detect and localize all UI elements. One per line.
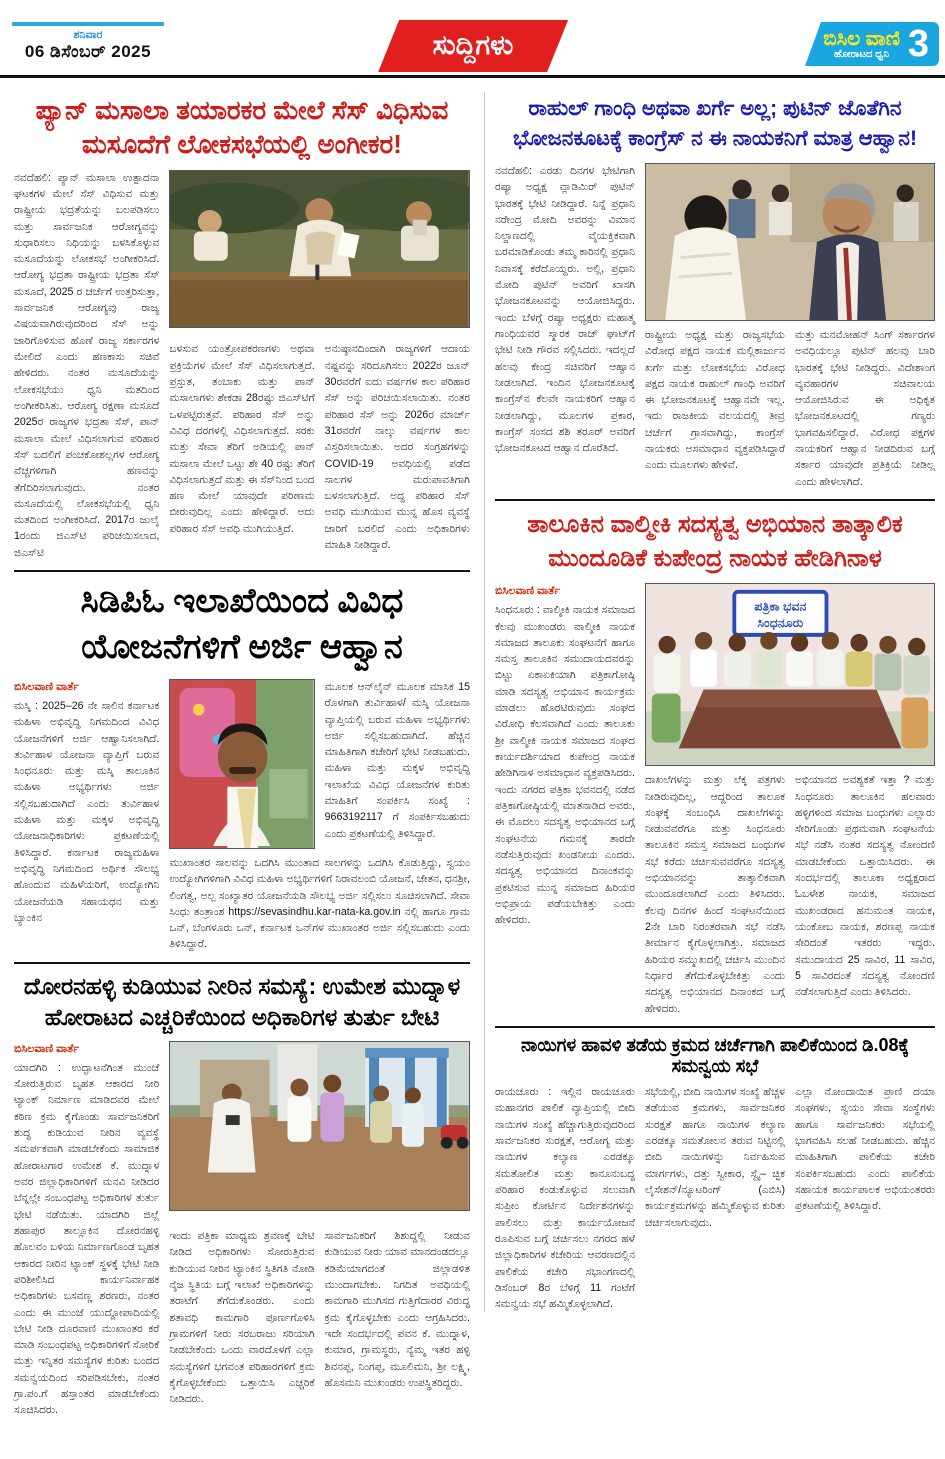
- parliament-session-photo: [169, 170, 470, 328]
- article-water: [14, 971, 470, 1419]
- article-water-col3: ಸಾರ್ವಜನಿಕರಿಗೆ ಶಿಶುದ್ದಲ್ಲಿ ನೀಡುವ ಕುಡಿಯುವ ನೀರು ಯಾವ ಮಾನದಂಡದಲ್ಲೂ ಕಡಿಮೆಯಾಗದಂತೆ ಜಿಲ್ಲಾಡಳಿತ ಮುಂದಾಗಬೇಕು. ನಿಗದಿತ ಅವಧಿಯಲ್ಲಿ ಕಾಮಗಾರಿ ಮುಗಿಸದ ಗುತ್ತಿಗೆದಾರರ ವಿರುದ್ಧ ಕ್ರಮ ಕೈಗೊಳ್ಳಬೇಕು ಎಂದು ಆಗ್ರಹಿಸಿದರು. ಇದೇ ಸಂದರ್ಭದಲ್ಲಿ ಪವನ ಕೆ. ಮುದ್ನಾಳ, ಕುಮಾರ, ಗ್ರಾಮಸ್ಥರು, ನ್ಯೆಮ್ಮ ಇತರ ಹಳ್ಳಿ ಶಿವನಪ್ಪ, ನಿಂಗಪ್ಪ, ಮೂಲಿಮನಿ, ಶ್ರೀ ಲಕ್ಷ್ಮಿ, ಹೊಸಮನಿ ಮುಖಂಡರು ಉಪಸ್ಥಿತರಿದ್ದರು.: [324, 1230, 470, 1389]
- article-water-col1: ಯಾದಗಿರಿ : ಉದ್ಘಾಟನೆಗಿಂತ ಮುಂಚೆ ಸೋರುತ್ತಿರುವ ಬೃಹತ ಆಕಾರದ ನೀರಿ ಟ್ಯಾಂಕ್ ನಿರ್ಮಾಣ ಮಾಡಿದವರ ಮೇಲೆ ಕಠಿಣ ಕ್ರಮ ಕೈಗೊಂಡು ಸಾರ್ವಜನಿಕರಿಗೆ ಶುದ್ಧ ಕುಡಿಯುವ ನೀರಿನ ವ್ಯವಸ್ಥೆ ಸಮರ್ಪಕವಾಗಿ ಮಾಡಬೇಕೆಂದು ಸಾಮಾಜಿಕ ಹೋರಾಟಗಾರ ಉಮೇಶ ಕೆ. ಮುದ್ನಾಳ ಅವರ ಜಿಲ್ಲಾಧಿಕಾರಿಗಳಿಗೆ ಮನವಿ ನೀಡಿದರ ಬೆನ್ನಲ್ಲೇ ಸಂಬಂಧಪಟ್ಟ ಅಧಿಕಾರಿಗಳ ತುರ್ತು ಭೇಟಿ ನಡೆಯಿತು. ಯಾದಗಿರಿ ಜಿಲ್ಲೆ ಶಹಾಪುರ ತಾಲ್ಲೂಕಿನ ದೋರನಹಳ್ಳಿ ಹೊಲವಂ ಬಳಿಯ ನಿರ್ಮಾಣಗೊಂಡ ಬೃಹತ ಆಕಾರದ ನೀರಿನ ಟ್ಯಾಂಕ್ ಸ್ಥಳಕ್ಕೆ ಭೇಟಿ ನೀಡಿ ಪರಿಶೀಲಿಸಿದ ಕಾರ್ಯನಿರ್ವಾಹಕ ಅಧಿಕಾರಿಗಳು ಬಸವಣ್ಣ ಶರಣರು, ನಂತರ ಎಂದು ಈ ಮುಂಜೆ ಯುದ್ದೋಪಾದಿಯಲ್ಲಿ ಬೇಟಿ ನೀಡಿ ದೂರವಾಣಿ ಮುಖಾಂತರ ಕರೆ ಮಾಡಿ ಸಂಬಂಧಪಟ್ಟ ಅಧಿಕಾರಿಗಳಿಗೆ ಸೋರಿಕೆ ಮತ್ತು ಇನ್ನಿತರ ಸಮಸ್ಯೆಗಳ ಕುರಿತು ಬಂದದ ಸಮನ್ವಯದಿಂದ ಸರಿಪಡಿಸಬೇಕು, ನಂತರ ಗ್ರಾ.ಪಂ.ಗೆ ಹಸ್ತಾಂತರ ಮಾಡಬೇಕೆಂದು ಸೂಚಿಸಿದರು.: [14, 1061, 160, 1417]
- article-dogs-headline: ನಾಯಿಗಳ ಹಾವಳಿ ತಡೆಯ ಕ್ರಮದ ಚರ್ಚೆಗಾಗಿ ಪಾಲಿಕೆಯಿಂದ ಡಿ.08ಕ್ಕೆ ಸಮನ್ವಯ ಸಭೆ: [520, 1034, 909, 1077]
- article-water-col2: ಇಂದು ಪತ್ರಿಕಾ ಮಾಧ್ಯಮ ಶ್ರವಣಕ್ಕೆ ಬೇಟಿ ನೀಡಿದ ಅಧಿಕಾರಿಗಳು ಸೋರುತ್ತಿರುವ ಕುಡಿಯುವ ನೀರಿನ ಟ್ಯಾಂಕಿನ ಸ್ಥಿತಿಗತಿ ನೋಡಿ ನೈಜ ಸ್ಥಿತಿಯ ಬಗ್ಗೆ ಇಲಾಖೆ ಅಧಿಕಾರಿಗಳನ್ನು ತರಾಟೆಗೆ ತೆಗೆದುಕೊಂಡರು. ಎಂದು ಶತಾವಧಿ ಕಾಮಗಾರಿ ಪೂರ್ಣಗೊಳಿಸಿ ಗ್ರಾಮಗಳಿಗೆ ನೀರು ಸರಬರಾಜು ಸರಿಯಾಗಿ ನೀಡಬೇಕೆಂದು ಒಂದು ವಾರದೊಳಗೆ ಎಲ್ಲಾ ಸಮಸ್ಯೆಗಳಿಗೆ ಭಗವಂತ ಪರಿಹಾರಗಳಿಗೆ ಕ್ರಮ ಕೈಗೊಳ್ಳಬೇಕೆಂದು ಒತ್ತಾಯಿಸಿ ಎಚ್ಚರಿಕೆ ನೀಡಿದರು.: [169, 1230, 315, 1406]
- article-water-dateline: ಬಿಸಿಲವಾಣಿ ವಾರ್ತೆ: [14, 1042, 80, 1055]
- left-column-stack: [14, 92, 470, 1419]
- congress-leaders-photo: [645, 163, 935, 321]
- article-valmiki-col1: ಸಿಂಧನೂರು : ವಾಲ್ಮೀಕಿ ನಾಯಕ ಸಮಾಜದ ಕೆಲವು ಮುಖಂಡರು ವಾಲ್ಮೀಕಿ ನಾಯಕ ಸಮಾಜದ ತಾಲೂಕು ಸಂಘಟನೆಗೆ ಹಾಗೂ ಸಮಸ್ತ ತಾಲೂಕಿನ ಸಮುದಾಯದವರನ್ನು ಬಿಟ್ಟು ಏಕಾಏಕಿಯಾಗಿ ಪತ್ರಿಕಾಗೋಷ್ಠಿ ಮಾಡಿ ಸದಸ್ಯತ್ವ ಅಭಿಯಾನ ಕಾರ್ಯಕ್ರಮ ಮಾಡಲು ಹೊರಟಿರುವುದು ಸಂಘದ ವಿರೋಧಿ ಕೆಲಸವಾಗಿದೆ ಎಂದು ತಾಲೂಕು ಶ್ರೀ ವಾಲ್ಮೀಕಿ ನಾಯಕ ಸಮಾಜದ ಸಂಘದ ಕಾರ್ಯದರ್ಶಿಯಾದ ಕುಪೇಂದ್ರ ನಾಯಕ ಹೇಡಿಗಿನಾಳ ಅಸಮಾಧಾನ ವ್ಯಕ್ತಪಡಿಸಿದರು. ಇಂದು ನಗರದ ಪತ್ರಿಕಾ ಭವನದಲ್ಲಿ ನಡೆದ ಪತ್ರಿಕಾಗೋಷ್ಠಿಯಲ್ಲಿ ಮಾತನಾಡಿದ ಅವರು, ಈ ಮೊದಲು ಸದಸ್ಯತ್ವ ಅಭಿಯಾನದ ಬಗ್ಗೆ ಸಂಘಟನೆಯ ಗಮನಕ್ಕೆ ತಾರದೇ ನಡೆಸುತ್ತಿರುವುದು ಖಂಡನೀಯ ಎಂದರು. ಸದಸ್ಯತ್ವ ಅಭಿಯಾನದ ದಿನಾಂಕವನ್ನು ಪ್ರಕಟಿಸುವ ಮುನ್ನ ಸಮಾಜದ ಹಿರಿಯರ ಅಭಿಪ್ರಾಯ ಪಡೆಯಬೇಕಿತ್ತು ಎಂದು ಹೇಳಿದರು.: [495, 604, 635, 927]
- article-valmiki-col2: ದಾಖಲೆಗಳನ್ನು ಮತ್ತು ಲೆಕ್ಕ ಪತ್ರಗಳು ನೀಡಿರುವುದಿಲ್ಲ, ಆದ್ದರಿಂದ ತಾಲೂಕ ಸಂಘಕ್ಕೆ ಸಂಬಂಧಿಸಿ ದಾಖಲೆಗಳನ್ನು ನೀಡುವವರೆಗೂ ಮತ್ತು ಸಿಂಧನೂರು ತಾಲೂಕಿನ ಸಮಸ್ತ ಸಮಾಜದ ಬಂಧುಗಳ ಸಭೆ ಕರೆದು ಚರ್ಚಿಸುವವರೆಗೂ ಸದಸ್ಯತ್ವ ಅಭಿಯಾನವನ್ನು ತಾತ್ಕಾಲಿಕವಾಗಿ ಮುಂದೂಡಲಾಗಿದೆ ಎಂದು ತಿಳಿಸಿದರು. ಕೆಲವು ದಿನಗಳ ಹಿಂದೆ ಸಂಘಟನೆಯಿಂದ 2ನೇ ಬಾರಿ ನಿರಂತರವಾಗಿ ಸಭೆ ನಡೆಸಿ ತೀರ್ಮಾನ ಕೈಗೊಳ್ಳಲಾಗಿತ್ತು. ಸಮಾಜದ ಹಿರಿಯರ ಸಮ್ಮುಖದಲ್ಲಿ ಚರ್ಚಿಸಿ ಮುಂದಿನ ನಿರ್ಧಾರ ತೆಗೆದುಕೊಳ್ಳಬೇಕಿತ್ತು ಎಂದು ಸದಸ್ಯತ್ವ ಅಭಿಯಾನದ ದಿನಾಂಕದ ಬಗ್ಗೆ ಹೇಳಿದರು.: [645, 774, 785, 1015]
- divider-right-1: [495, 499, 935, 501]
- press-bhavan-sign-line1: ಪತ್ರಿಕಾ ಭವನ: [754, 599, 807, 614]
- article-cdpo-col1: ಮಸ್ಕಿ : 2025–26 ನೇ ಸಾಲಿನ ಕರ್ನಾಟಕ ಮಹಿಳಾ ಅಭಿವೃದ್ಧಿ ನಿಗಮದಿಂದ ವಿವಿಧ ಯೋಜನೆಗಳಿಗೆ ಅರ್ಜಿ ಆಹ್ವಾನಿಸಲಾಗಿದೆ. ತುರ್ವಿಹಾಳ ಯೋಜನಾ ವ್ಯಾಪ್ತಿಗೆ ಬರುವ ಸಿಂಧನೂರು ಮತ್ತು ಮಸ್ಕಿ ತಾಲೂಕಿನ ಮಹಿಳಾ ಅಭ್ಯರ್ಥಿಗಳು ಅರ್ಜಿ ಸಲ್ಲಿಸಬಹುದಾಗಿದೆ ಎಂದು ತುರ್ವಿಹಾಳ ಮಹಿಳಾ ಮತ್ತು ಮಕ್ಕಳ ಅಭಿವೃದ್ಧಿ ಯೋಜನಾಧಿಕಾರಿಗಳು ಪ್ರಕಟಣೆಯಲ್ಲಿ ತಿಳಿಸಿದ್ದಾರೆ. ಕರ್ನಾಟಕ ರಾಜ್ಯಮಹಿಳಾ ಅಭಿವೃದ್ಧಿ ನಿಗಮದಿಂದ ಅರ್ಥಿಕ ಸೌಲಭ್ಯ ಹೊಂದುವ ಮಹಿಳೆಯರಿಗೆ, ಉದ್ಯೋಗಿನಿ ಯೋಜನೆಯಡಿ ಸಹಾಯಧನ ಮತ್ತು ಬ್ಯಾಂಕಿನ: [14, 699, 160, 924]
- page-number: 3: [907, 23, 929, 65]
- article-putin-col1: ನವದೆಹಲಿ: ಎರಡು ದಿನಗಳ ಭೇಟಿಗಾಗಿ ರಷ್ಯಾ ಅಧ್ಯಕ್ಷ ವ್ಲಾಡಿಮಿರ್ ಪುಟಿನ್ ಭಾರತಕ್ಕೆ ಭೇಟಿ ನೀಡಿದ್ದಾರೆ. ನಿನ್ನೆ ಪ್ರಧಾನಿ ನರೇಂದ್ರ ಮೋದಿ ಅವರನ್ನು ವಿಮಾನ ನಿಲ್ದಾಣದಲ್ಲಿ ವೈಯಕ್ತಿಕವಾಗಿ ಬರಮಾಡಿಕೊಂಡು ತಮ್ಮ ಕಾರಿನಲ್ಲಿ ಪ್ರಧಾನಿ ನಿವಾಸಕ್ಕೆ ಕರೆದೊಯ್ದರು. ಅಲ್ಲಿ, ಪ್ರಧಾನಿ ಮೋದಿ ಪುಟಿನ್ ಅವರಿಗೆ ಖಾಸಗಿ ಭೋಜನಕೂಟವನ್ನು ಆಯೋಜಿಸಿದ್ದರು. ಇಂದು ಬೆಳಗ್ಗೆ ರಷ್ಯಾ ಅಧ್ಯಕ್ಷರು ಮಹಾತ್ಮ ಗಾಂಧಿಯವರ ಸ್ಮಾರಕ ರಾಜ್ ಘಾಟ್‌ಗೆ ಭೇಟಿ ನೀಡಿ ಗೌರವ ಸಲ್ಲಿಸಿದರು. ಇದಲ್ಲದೆ ಹಲವು ಕೇಂದ್ರ ಸಚಿವರಿಗೆ ಆಹ್ವಾನ ನೀಡಲಾಗಿದೆ. ಇಂದಿನ ಭೋಜನಕೂಟಕ್ಕೆ ಕಾಂಗ್ರೆಸ್‌ನ ಕೆಲವೇ ನಾಯಕರಿಗೆ ಆಹ್ವಾನ ನೀಡಲಾಗಿದ್ದು, ಮೂಲಗಳ ಪ್ರಕಾರ, ಕಾಂಗ್ರೆಸ್ ಸಂಸದ ಶಶಿ ತರೂರ್ ಅವರಿಗೆ ಭೋಜನಕೂಟದ ಆಹ್ವಾನ ದೊರೆತಿದೆ.: [495, 164, 635, 455]
- article-pan-masala-col2: ಬಳಸುವ ಯಂತ್ರೋಪಕರಣಗಳು ಅಥವಾ ಪ್ರಕ್ರಿಯೆಗಳ ಮೇಲೆ ಸೆಸ್ ವಿಧಿಸಲಾಗುತ್ತದೆ. ಪ್ರಸ್ತುತ, ತಂಬಾಕು ಮತ್ತು ಪಾನ್ ಮಸಾಲಾಗಳು ಶೇಕಡಾ 28ರಷ್ಟು ಜಿಎಸ್‌ಟಿಗೆ ಒಳಪಟ್ಟಿರುತ್ತವೆ. ಪರಿಹಾರ ಸೆಸ್ ಅನ್ನು ವಿವಿಧ ದರಗಳಲ್ಲಿ ವಿಧಿಸಲಾಗುತ್ತದೆ. ಸರಕು ಮತ್ತು ಸೇವಾ ತೆರಿಗೆ ಅಡಿಯಲ್ಲಿ ಪಾನ್ ಮಸಾಲಾ ಮೇಲೆ ಒಟ್ಟು ಶೇ 40 ರಷ್ಟು ತೆರಿಗೆ ವಿಧಿಸಲಾಗುತ್ತದೆ ಮತ್ತು ಈ ಸೆಸ್‌ನಿಂದ ಬಂದ ಹಣ ಮೇಲೆ ಯಾವುದೇ ಪರಿಣಾಮ ಬೀರುವುದಿಲ್ಲ ಎಂದು ಹೇಳಿದ್ದಾರೆ. ಅದು ಪರಿಹಾರ ಸೆಸ್ ಅವಧಿ ಮುಗಿಯುತ್ತಿದೆ.: [169, 343, 315, 535]
- article-pan-masala-headline: ಪ್ಯಾನ್ ಮಸಾಲಾ ತಯಾರಕರ ಮೇಲೆ ಸೆಸ್ ವಿಧಿಸುವ ಮಸೂದೆಗೆ ಲೋಕಸಭೆಯಲ್ಲಿ ಅಂಗೀಕರ!: [35, 95, 449, 159]
- article-cdpo-bottom: ಮುಖಾಂತರ ಸಾಲವನ್ನು ಒದಗಿಸಿ ಮುಂತಾದ ಸಾಲಗಳನ್ನು ಒದಗಿಸಿ ಕೊಡುತ್ತಿದ್ದು, ಸ್ವಯಂ ಉದ್ಯೋಗಿಗಳಿಗಾಗಿ ವಿವಿಧ ಮಹಿಳಾ ಅಭ್ಯರ್ಥಿಗಳಿಗೆ ನಿರಾವಲಂಬಿ ಯೋಜನೆ, ಚೇತನ, ಧನಶ್ರೀ, ಲಿಂಗತ್ವ, ಅಲ್ಪ ಸಂಖ್ಯಾತರ ಯೋಜನೆಯಡಿ ಸೌಲಭ್ಯ ಅರ್ಜಿ ಸಲ್ಲಿಸಲು ಸೂಚಿಸಲಾಗಿದೆ. ಸೇವಾ ಸಿಂಧು ತಂತ್ರಾಂಶ https://sevasindhu.kar-nata-ka.gov.in ನಲ್ಲಿ ಹಾಗೂ ಗ್ರಾಮ ಒನ್, ಬೆಂಗಳೂರು ಒನ್, ಕರ್ನಾಟಕ ಒನ್‌ಗಳ ಮುಖಾಂತರ ಅರ್ಜಿ ಸಲ್ಲಿಸಬಹುದು ಎಂದು ತಿಳಿಸಿದ್ದಾರೆ.: [169, 856, 470, 951]
- article-valmiki: [495, 508, 935, 1017]
- section-title: ಸುದ್ದಿಗಳು: [432, 30, 513, 60]
- article-valmiki-headline: ತಾಲೂಕಿನ ವಾಲ್ಮೀಕಿ ಸದಸ್ಯತ್ವ ಅಭಿಯಾನ ತಾತ್ಕಾಲಿಕ ಮುಂದೂಡಿಕೆ ಕುಪೇಂದ್ರ ನಾಯಕ ಹೇಡಿಗಿನಾಳ: [527, 511, 903, 572]
- press-bhavan-sign-line2: ಸಿಂಧನೂರು: [757, 616, 804, 631]
- paper-tagline: ಹೋರಾಟದ ಧ್ವನಿ: [834, 48, 890, 60]
- article-valmiki-col3: ಅಭಿಯಾನದ ಅವಶ್ಯಕತೆ ಇತ್ತಾ ? ಮತ್ತು ಸಿಂಧನೂರು ತಾಲೂಕಿನ ಹಲವಾರು ಹಳ್ಳಿಗಳಿಂದ ಸಮಾಜ ಬಂಧುಗಳು ಎಲ್ಲಾರು ಸೇರಿಗೊಂಡು ಪ್ರಥಮವಾಗಿ ಸಂಘಟನೆಯ ಸಭೆ ನಡೆಸಿ ನಂತರ ಸದಸ್ಯತ್ವ ನೋಂದಣಿ ಮಾಡಬೇಕೆಂದು ಒತ್ತಾಯಿಸಿದರು. ಈ ಸಂದರ್ಭದಲ್ಲಿ ತಾಲೂಕಾ ಅಧ್ಯಕ್ಷರಾದ ಓಬಳೇಶ ನಾಯಕ, ಸಮಾಜದ ಮುಖಂಡರಾದ ಹನುಮಂತ ನಾಯಕ, ಯಂಕೋಬ ನಾಯಕ, ಶರಣಪ್ಪ ನಾಯಕ ಸೇರಿದಂತೆ ಇತರರು ಇದ್ದರು. ಸಮುದಾಯದ 25 ಸಾವಿರ, 11 ಸಾವಿರ, 5 ಸಾವಿರದಂತೆ ಸದಸ್ಯತ್ವ ನೋಂದಣಿ ನಡೆಸಲಾಗುತ್ತಿದೆ ಎಂದು ತಿಳಿಸಿದರು.: [795, 774, 935, 999]
- masthead-day: ಶನಿವಾರ: [73, 29, 103, 41]
- article-dogs-col2: ಸಭೆಯಲ್ಲಿ, ಬೀದಿ ನಾಯಿಗಳ ಸಂಖ್ಯೆ ಹೆಚ್ಚಳ ತಡೆಯುವ ಕ್ರಮಗಳು, ಸಾರ್ವಜನಿಕರ ಸುರಕ್ಷತೆ ಹಾಗೂ ನಾಯಿಗಳ ಕಲ್ಯಾಣ ಎರಡಕ್ಕೂ ಸಮತೋಲನ ತರುವ ನಿಟ್ಟಿನಲ್ಲಿ ಬೀದಿ ನಾಯಿಗಳನ್ನು ನಿರ್ವಹಿಸುವ ಮಾರ್ಗಗಳು, ದತ್ತು ಸ್ವೀಕಾರ, ಸ್ವೈ– ಚ್ಛಿಕ ಲೈಸೇಶನ್/ನ್ಯೂಟರಿಂಗ್ (ಎಬಿಸಿ) ಕಾರ್ಯಕ್ರಮಗಳನ್ನು ಹಮ್ಮಿಕೊಳ್ಳುವ ಕುರಿತು ಚರ್ಚಿಸಲಾಗುವುದು.: [645, 1086, 785, 1229]
- section-banner: [388, 20, 557, 72]
- article-dogs: [495, 1035, 935, 1313]
- article-putin-col2: ರಾಷ್ಟ್ರೀಯ ಅಧ್ಯಕ್ಷ ಮತ್ತು ರಾಜ್ಯಸಭೆಯ ವಿರೋಧ ಪಕ್ಷದ ನಾಯಕ ಮಲ್ಲಿಕಾರ್ಜುನ ಖರ್ಗೆ ಮತ್ತು ಲೋಕಸಭೆಯ ವಿರೋಧ ಪಕ್ಷದ ನಾಯಕ ರಾಹುಲ್ ಗಾಂಧಿ ಅವರಿಗೆ ಈ ಭೋಜನಕೂಟಕ್ಕೆ ಆಹ್ವಾನವೇ ಇಲ್ಲ. ಇದು ರಾಜಕೀಯ ವಲಯದಲ್ಲಿ ತೀವ್ರ ಚರ್ಚೆಗೆ ಗ್ರಾಸವಾಗಿದ್ದು, ಕಾಂಗ್ರೆಸ್ ನಾಯಕರು ಅಸಮಾಧಾನ ವ್ಯಕ್ತಪಡಿಸಿದ್ದಾರೆ ಎಂದು ಮೂಲಗಳು ಹೇಳಿವೆ.: [645, 328, 785, 472]
- article-dogs-col1: ರಾಯಚೂರು : ಇಲ್ಲಿನ ರಾಯಚೂರು ಮಹಾನಗರ ಪಾಲಿಕೆ ವ್ಯಾಪ್ತಿಯಲ್ಲಿ ಬೀದಿ ನಾಯಿಗಳ ಸಂಖ್ಯೆ ಹೆಚ್ಚಾಗುತ್ತಿರುವುದರಿಂದ ಸಾರ್ವಜನಿಕರ ಸುರಕ್ಷತೆ, ಆರೋಗ್ಯ ಮತ್ತು ನಾಯಿಗಳ ಕಲ್ಯಾಣ ಎರಡಕ್ಕೂ ಸಮತೋಲಿತ ಮತ್ತು ಕಾನೂನುಬದ್ಧ ಪರಿಹಾರ ಕಂಡುಕೊಳ್ಳುವ ಸಲುವಾಗಿ ಸುಪ್ರೀಂ ಕೋರ್ಟಿನ ನಿರ್ದೇಶನಗಳನ್ನು ಪಾಲಿಸಲು ಮತ್ತು ಕಾರ್ಯಯೋಜನೆ ರೂಪಿಸುವ ಬಗ್ಗೆ ಚರ್ಚಿಸಲು ನಗರದ ಹಳೆ ಜಿಲ್ಲಾಧಿಕಾರಿಗಳ ಕಚೇರಿಯ ಆವರಣದಲ್ಲಿನ ಪಾಲಿಕೆಯ ಕಚೇರಿ ಸಭಾಂಗಣದಲ್ಲಿ ಡಿಸೆಂಬರ್ 8ರ ಬೆಳಿಗ್ಗೆ 11 ಗಂಟೆಗೆ ಸಮನ್ವಯ ಸಭೆ ಹಮ್ಮಿಕೊಳ್ಳಲಾಗಿದೆ.: [495, 1086, 635, 1311]
- article-putin-dinner: [495, 94, 935, 490]
- article-putin-col3: ಮತ್ತು ಮನಮೋಹನ್ ಸಿಂಗ್ ಸರ್ಕಾರಗಳ ಅವಧಿಯಲ್ಲೂ ಪುಟಿನ್ ಹಲವು ಬಾರಿ ಭಾರತಕ್ಕೆ ಭೇಟಿ ನೀಡಿದ್ದರು. ವಿದೇಶಾಂಗ ವ್ಯವಹಾರಗಳ ಸಚಿವಾಲಯ ಆಯೋಜಿಸಿರುವ ಈ ಅಧಿಕೃತ ಭೋಜನಕೂಟದಲ್ಲಿ ಗಣ್ಯರು ಭಾಗವಹಿಸಲಿದ್ದಾರೆ. ವಿರೋಧ ಪಕ್ಷಗಳ ನಾಯಕರಿಗೆ ಆಹ್ವಾನ ನೀಡದಿರುವ ಬಗ್ಗೆ ಸರ್ಕಾರ ಯಾವುದೇ ಪ್ರತಿಕ್ರಿಯೆ ನೀಡಿಲ್ಲ ಎಂದು ಹೇಳಲಾಗಿದೆ.: [795, 328, 935, 488]
- article-pan-masala-col1: ನವದೆಹಲಿ: ಪ್ಯಾನ್ ಮಸಾಲಾ ಉತ್ಪಾದನಾ ಘಟಕಗಳ ಮೇಲೆ ಸೆಸ್ ವಿಧಿಸುವ ಮತ್ತು ರಾಷ್ಟ್ರೀಯ ಭದ್ರತೆಯನ್ನು ಬಲಪಡಿಸಲು ಮತ್ತು ಸಾರ್ವಜನಿಕ ಆರೋಗ್ಯವನ್ನು ಸುಧಾರಿಸಲು ನಿಧಿಯನ್ನು ಬಳಸಿಕೊಳ್ಳುವ ಮಸೂದೆಯನ್ನು ಲೋಕಸಭೆ ಅಂಗೀಕರಿಸಿದೆ. ಆರೋಗ್ಯ ಭದ್ರತಾ ರಾಷ್ಟ್ರೀಯ ಭದ್ರತಾ ಸೆಸ್ ಮಸೂದೆ, 2025 ರ ಚರ್ಚೆಗೆ ಉತ್ತರಿಸುತ್ತಾ, ಸಾರ್ವಜನಿಕ ಆರೋಗ್ಯವು ರಾಜ್ಯ ವಿಷಯವಾಗಿರುವುದರಿಂದ ಸೆಸ್ ಅನ್ನು ಜಾರಿಗೊಳಿಸುವ ಹೊಣೆ ರಾಜ್ಯ ಸರ್ಕಾರಗಳ ಮೇಲಿದೆ ಎಂದು ಹಣಕಾಸು ಸಚಿವೆ ಹೇಳಿದರು. ನಂತರ ಮಸೂದೆಯನ್ನು ಲೋಕಸಭೆಯು ಧ್ವನಿ ಮತದಿಂದ ಅಂಗೀಕರಿಸಿತು. ಆರೋಗ್ಯ ರಕ್ಷಣಾ ಮಸೂದೆ 2025ರ ರಾಜ್ಯಗಳ ಭದ್ರತಾ ಸೆಸ್, ಪಾನ್ ಮಸಾಲಾ ಮೇಲೆ ವಿಧಿಸಲಾಗುವ ಪರಿಹಾರ ಸೆಸ್ ಬದಲಿಗೆ ಪಂಚಕೋಶಲ್ಲಗಳ ಆರೋಗ್ಯ ವೆಚ್ಚಗಳಿಗಾಗಿ ಹಣವನ್ನು ತೆಗೆದಿರಿಸಲಾಗುವುದು. ನಂತರ ಮಸೂದೆಯಲ್ಲಿ ಲೋಕಸಭೆಯಲ್ಲಿ ಧ್ವನಿ ಮತದಿಂದ ಅಂಗೀಕರಿಸಿದೆ. 2017ರ ಜುಲೈ 1ರಂದು ಜಿಎಸ್‌ಟಿ ಪರಿಚಯಿಸಲಾದ, ಜಿಎಸ್‌ಟಿ: [14, 171, 160, 559]
- article-dogs-col3: ಎಲ್ಲಾ ನೋಂದಾಯಿತ ಪ್ರಾಣಿ ದಯಾ ಸಂಘಗಳು, ಸ್ವಯಂ ಸೇವಾ ಸಂಸ್ಥೆಗಳು ಹಾಗೂ ಸಾರ್ವಜನಿಕರು ಸಭೆಯಲ್ಲಿ ಭಾಗವಹಿಸಿ ಸಲಹೆ ನೀಡಬಹುದು. ಹೆಚ್ಚಿನ ಮಾಹಿತಿಗಾಗಿ ಪಾಲಿಕೆಯ ಕಚೇರಿ ಸಂಪರ್ಕಿಸಬಹುದು ಎಂದು ಪಾಲಿಕೆಯ ಸಹಾಯಕ ಕಾರ್ಯಪಾಲಕ ಅಭಿಯಂತರರು ಪ್ರಕಟಣೆಯಲ್ಲಿ ತಿಳಿಸಿದ್ದಾರೆ.: [795, 1086, 935, 1213]
- page-body: [0, 82, 945, 1419]
- article-cdpo-dateline: ಬಿಸಿಲವಾಣಿ ವಾರ್ತೆ: [14, 680, 80, 693]
- article-cdpo-col3: ಮೂಲಕ ಆನ್‌ಲೈನ್ ಮೂಲಕ ಮಾಸಿಕ 15 ರೊಳಗಾಗಿ ತುರ್ವಿಹಾಳ/ ಮಸ್ಕಿ ಯೋಜನಾ ವ್ಯಾಪ್ತಿಯಲ್ಲಿ ಬರುವ ಮಹಿಳಾ ಅಭ್ಯರ್ಥಿಗಳು ಅರ್ಜಿ ಸಲ್ಲಿಸಬಹುದಾಗಿದೆ. ಹೆಚ್ಚಿನ ಮಾಹಿತಿಗಾಗಿ ಕಚೇರಿಗೆ ಭೇಟಿ ನೀಡಬಹುದು. ಮಹಿಳಾ ಮತ್ತು ಮಕ್ಕಳ ಅಭಿವೃದ್ಧಿ ಇಲಾಖೆಯ ವಿವಿಧ ಯೋಜನೆಗಳ ಕುರಿತು ಮಾಹಿತಿಗೆ ಸಂಪರ್ಕಿಸಿ ಸಂಖ್ಯೆ : 9663192117 ಗೆ ಸಂಪರ್ಕಿಸಬಹುದು ಎಂದು ಪ್ರಕಟಣೆಯಲ್ಲಿ ತಿಳಿಸಿದ್ದಾರೆ.: [324, 680, 470, 840]
- divider-right-2: [495, 1026, 935, 1028]
- masthead-rule: [0, 75, 945, 78]
- masthead-blue-bar: [12, 22, 164, 26]
- right-column-stack: [484, 92, 935, 1312]
- divider-left-2: [14, 962, 470, 964]
- paper-name: ಬಿಸಿಲ ವಾಣಿ: [823, 27, 900, 50]
- divider-left-1: [14, 570, 470, 572]
- article-cdpo: [14, 579, 470, 953]
- paper-banner-notch: [783, 22, 821, 66]
- section-banner-shape: [378, 20, 568, 72]
- article-cdpo-headline: ಸಿಡಿಪಿಓ ಇಲಾಖೆಯಿಂದ ವಿವಿಧ ಯೋಜನೆಗಳಿಗೆ ಅರ್ಜಿ ಆಹ್ವಾನ: [80, 583, 404, 666]
- article-water-headline: ದೋರನಹಳ್ಳಿ ಕುಡಿಯುವ ನೀರಿನ ಸಮಸ್ಯೆ: ಉಮೇಶ ಮುದ್ನಾಳ ಹೋರಾಟದ ಎಚ್ಚರಿಕೆಯಿಂದ ಅಧಿಕಾರಿಗಳ ತುರ್ತು ಬೇಟಿ: [23, 972, 461, 1030]
- article-valmiki-dateline: ಬಿಸಿಲವಾಣಿ ವಾರ್ತೆ: [495, 585, 561, 598]
- officer-portrait-photo: [169, 679, 314, 849]
- water-tank-inspection-photo: [169, 1041, 470, 1211]
- article-pan-masala-col3: ಅನುಷ್ಠಾನದಿಂದಾಗಿ ರಾಜ್ಯಗಳಿಗೆ ಆದಾಯ ನಷ್ಟವನ್ನು ಸರಿದೂಗಿಸಲು 2022ರ ಜೂನ್ 30ರವರೆಗೆ ಐದು ವರ್ಷಗಳ ಕಾಲ ಪರಿಹಾರ ಸೆಸ್ ಅನ್ನು ಪರಿಚಯಿಸಲಾಯಿತು. ನಂತರ ಪರಿಹಾರ ಸೆಸ್ ಅನ್ನು 2026ರ ಮಾರ್ಚ್ 31ರವರೆಗೆ ನಾಲ್ಕು ವರ್ಷಗಳ ಕಾಲ ವಿಸ್ತರಿಸಲಾಯಿತು. ಅದರ ಸಂಗ್ರಹಗಳನ್ನು COVID-19 ಅವಧಿಯಲ್ಲಿ ಪಡೆದ ಸಾಲಗಳ ಮರುಪಾವತಿಗಾಗಿ ಬಳಸಲಾಗುತ್ತಿದೆ. ಅದ್ದ ಪರಿಹಾರ ಸೆಸ್ ಅವಧಿ ಮುಗಿಯುವ ಮುನ್ನ ಹೊಸ ವ್ಯವಸ್ಥೆ ಜಾರಿಗೆ ಬರಲಿದೆ ಎಂದು ಅಧಿಕಾರಿಗಳು ಮಾಹಿತಿ ನೀಡಿದ್ದಾರೆ.: [324, 343, 470, 552]
- masthead: [0, 20, 945, 82]
- article-pan-masala: [14, 94, 470, 561]
- masthead-date-block: [12, 22, 164, 62]
- masthead-date: 06 ಡಿಸೆಂಬರ್ 2025: [24, 42, 152, 61]
- press-meet-photo: [645, 583, 935, 766]
- article-putin-headline: ರಾಹುಲ್ ಗಾಂಧಿ ಅಥವಾ ಖರ್ಗೆ ಅಲ್ಲ; ಪುಟಿನ್ ಜೊತೆಗಿನ ಭೋಜನಕೂಟಕ್ಕೆ ಕಾಂಗ್ರೆಸ್ ನ ಈ ನಾಯಕನಿಗೆ ಮಾತ್ರ ಆಹ್ವಾನ!: [513, 97, 917, 151]
- paper-banner: [801, 22, 939, 66]
